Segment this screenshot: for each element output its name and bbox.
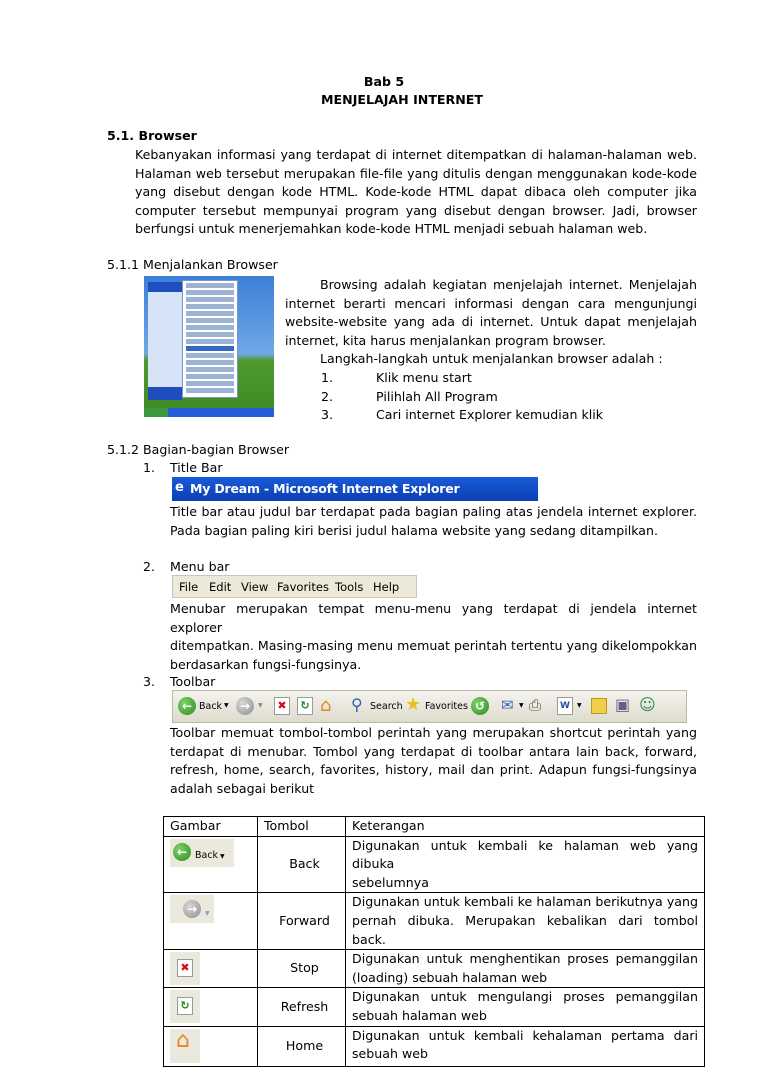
chevron-down-icon[interactable]: ▼	[258, 702, 263, 709]
item-3-title: Toolbar	[170, 674, 216, 689]
ie-logo-icon: e	[175, 480, 184, 495]
refresh-icon[interactable]: ↻	[297, 697, 313, 715]
para-line: internet, kita harus menjalankan program browser.	[285, 332, 606, 348]
forward-button-image	[170, 895, 214, 923]
table-header-row	[164, 817, 705, 837]
chevron-down-icon[interactable]: ▼	[224, 702, 229, 709]
para-line: Kebanyakan informasi yang terdapat di internet ditempatkan di halaman-halaman web.	[135, 147, 697, 162]
toolbar-sample	[172, 690, 687, 723]
para-line: refresh, home, search, favorites, history, mail dan print. Adapun fungsi-fungsinya	[170, 762, 697, 778]
menu-help[interactable]: Help	[373, 580, 400, 594]
back-icon[interactable]: ←	[178, 697, 196, 715]
para-line: internet berarti mencari informasi dengan cara mengunjungi	[285, 295, 697, 311]
chevron-down-icon: ▼	[220, 852, 225, 860]
para-line: Title bar atau judul bar terdapat pada bagian paling atas jendela internet explorer.	[170, 504, 697, 519]
item-2-number: 2.	[143, 559, 156, 574]
start-menu-screenshot	[144, 276, 274, 417]
menu-view[interactable]: View	[241, 580, 269, 594]
para-line: Menubar merupakan tempat menu-menu yang terdapat di jendela internet explorer	[170, 601, 697, 635]
steps-list	[321, 369, 603, 425]
back-icon: ←	[173, 843, 191, 861]
stop-icon: ✖	[177, 959, 193, 977]
tombol-cell: Stop	[258, 950, 346, 988]
table-row	[164, 988, 705, 1026]
menu-file[interactable]: File	[179, 580, 199, 594]
search-icon[interactable]: ⚲	[351, 695, 363, 714]
forward-icon[interactable]: →	[236, 697, 254, 715]
para-line: yang disebut dengan kode HTML. Kode-kode HTML dapat dibaca oleh computer jika	[135, 184, 697, 200]
para-line: Browsing adalah kegiatan menjelajah internet. Menjelajah	[320, 277, 697, 292]
refresh-button-image	[170, 990, 200, 1023]
menu-edit[interactable]: Edit	[209, 580, 232, 594]
messenger-icon[interactable]: ☺	[639, 695, 656, 714]
chevron-down-icon[interactable]: ▼	[519, 702, 524, 709]
section-5-1-1-title: 5.1.1 Menjalankan Browser	[107, 257, 278, 272]
item-1-title: Title Bar	[170, 460, 223, 475]
back-label: Back	[199, 701, 223, 712]
para-line: Pada bagian paling kiri berisi judul halama website yang sedang ditampilkan.	[170, 522, 658, 538]
keterangan-cell: Digunakan untuk kembali ke halaman berikutnya yang pernah dibuka. Merupakan kebalikan dari tombol back.	[346, 893, 705, 950]
para-line: Toolbar memuat tombol-tombol perintah yang merupakan shortcut perintah yang	[170, 725, 697, 740]
item-1-paragraph	[170, 503, 697, 540]
chevron-down-icon[interactable]: ▼	[577, 702, 582, 709]
back-button-image	[170, 839, 234, 867]
title-bar-sample	[172, 477, 538, 501]
folder-icon[interactable]	[591, 698, 607, 714]
table-row	[164, 950, 705, 988]
print-icon[interactable]: ⎙	[529, 696, 542, 714]
home-button-image	[170, 1029, 200, 1063]
table-header-cell: Tombol	[258, 817, 346, 837]
para-line: computer tersebut mempunyai program yang disebut dengan browser. Jadi, browser	[135, 202, 697, 218]
para-line: terdapat di menubar. Tombol yang terdapat di toolbar antara lain back, forward,	[170, 743, 697, 759]
chapter-title: MENJELAJAH INTERNET	[321, 92, 483, 107]
section-5-1-paragraph	[135, 146, 697, 239]
para-line: berfungsi untuk menerjemahkan kode-kode HTML menjadi sebuah halaman web.	[135, 221, 648, 237]
section-5-1-2-title: 5.1.2 Bagian-bagian Browser	[107, 442, 290, 457]
menu-favorites[interactable]: Favorites	[277, 580, 329, 594]
item-3-paragraph	[170, 724, 697, 798]
tombol-cell: Home	[258, 1026, 346, 1066]
table-row	[164, 836, 705, 893]
step-item: 1. Klik menu start	[321, 370, 472, 385]
forward-icon: →	[183, 900, 201, 918]
steps-intro: Langkah-langkah untuk menjalankan browser adalah :	[320, 351, 663, 366]
para-line: ditempatkan. Masing-masing menu memuat perintah tertentu yang dikelompokkan	[170, 638, 697, 654]
step-item: 3. Cari internet Explorer kemudian klik	[321, 407, 604, 423]
stop-icon[interactable]: ✖	[274, 697, 290, 715]
stop-button-image	[170, 952, 200, 985]
keterangan-cell: Digunakan untuk kembali ke halaman web yang dibuka sebelumnya	[346, 836, 705, 893]
item-2-paragraph	[170, 600, 697, 674]
back-label: Back	[195, 849, 219, 861]
para-line: adalah sebagai berikut	[170, 780, 315, 796]
menu-tools[interactable]: Tools	[335, 580, 364, 594]
toolbar-buttons-table	[163, 816, 705, 1067]
table-row	[164, 893, 705, 950]
tombol-cell: Refresh	[258, 988, 346, 1026]
chapter-label: Bab 5	[363, 74, 405, 89]
edit-icon[interactable]: W	[557, 697, 573, 715]
favorites-label: Favorites	[425, 701, 468, 712]
refresh-icon: ↻	[177, 997, 193, 1015]
table-header-cell: Gambar	[164, 817, 258, 837]
keterangan-cell: Digunakan untuk kembali kehalaman pertama dari sebuah web	[346, 1026, 705, 1066]
home-icon: ⌂	[176, 1027, 190, 1053]
search-label: Search	[370, 701, 403, 712]
item-2-title: Menu bar	[170, 559, 230, 574]
tombol-cell: Forward	[258, 893, 346, 950]
tombol-cell: Back	[258, 836, 346, 893]
step-item: 2. Pilihlah All Program	[321, 388, 498, 404]
section-5-1-title: 5.1. Browser	[107, 128, 197, 143]
menu-bar-sample	[172, 575, 417, 598]
favorites-icon[interactable]: ★	[405, 694, 422, 715]
table-row	[164, 1026, 705, 1066]
table-header-cell: Keterangan	[346, 817, 705, 837]
history-icon[interactable]: ↺	[471, 697, 489, 715]
title-bar-text: My Dream - Microsoft Internet Explorer	[190, 481, 460, 496]
research-icon[interactable]: ▣	[615, 695, 631, 714]
item-3-number: 3.	[143, 674, 156, 689]
keterangan-cell: Digunakan untuk menghentikan proses pemanggilan (loading) sebuah halaman web	[346, 950, 705, 988]
keterangan-cell: Digunakan untuk mengulangi proses pemanggilan sebuah halaman web	[346, 988, 705, 1026]
mail-icon[interactable]: ✉	[501, 696, 514, 714]
home-icon[interactable]: ⌂	[320, 695, 332, 716]
para-line: berdasarkan fungsi-fungsinya.	[170, 656, 362, 672]
para-line: Halaman web tersebut merupakan file-file yang ditulis dengan menggunakan kode-kode	[135, 165, 697, 181]
para-line: website-website yang ada di internet. Untuk dapat menjelajah	[285, 314, 697, 330]
chevron-down-icon: ▼	[205, 910, 210, 918]
section-5-1-1-paragraph	[285, 276, 697, 350]
item-1-number: 1.	[143, 460, 156, 475]
